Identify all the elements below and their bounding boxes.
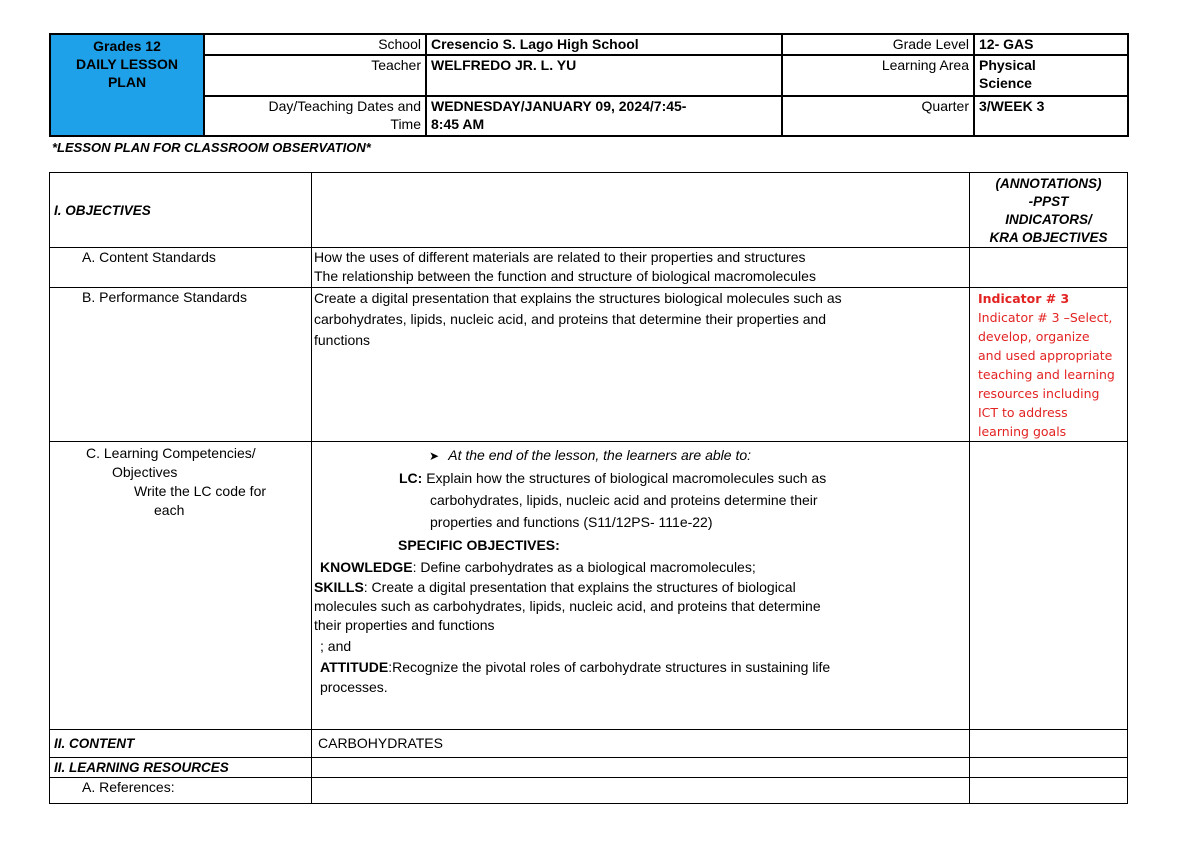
skills-text: their properties and functions (314, 617, 495, 633)
learning-area-label: Learning Area (782, 55, 974, 96)
dlp-title-block (50, 34, 204, 136)
competencies-label (50, 442, 312, 730)
indicator-line: Indicator # 3 –Select, (978, 310, 1113, 325)
annotations-header-line: (ANNOTATIONS) (995, 176, 1102, 191)
annotations-header-line: INDICATORS/ (1005, 212, 1092, 227)
content-title: II. CONTENT (54, 736, 135, 751)
knowledge-line (314, 557, 965, 578)
annotations-header-line: KRA OBJECTIVES (989, 230, 1108, 245)
learning-area-line: Physical (979, 57, 1036, 73)
competencies-label-line: Write the LC code for (134, 483, 267, 499)
performance-standards-label: B. Performance Standards (50, 288, 312, 442)
knowledge-label: KNOWLEDGE (320, 559, 413, 575)
intro-text: At the end of the lesson, the learners are able to: (448, 447, 752, 463)
quarter-value: 3/WEEK 3 (974, 96, 1128, 136)
performance-standard-line: Create a digital presentation that explains the structures biological molecules such as (314, 290, 842, 306)
observation-note: *LESSON PLAN FOR CLASSROOM OBSERVATION* (52, 140, 371, 155)
performance-standards-value (312, 288, 970, 442)
indicator-annotation (970, 288, 1128, 442)
performance-standard-line: functions (314, 332, 371, 348)
objectives-blank-cell (312, 173, 970, 248)
lesson-plan-table (49, 172, 1128, 804)
skills-text: molecules such as carbohydrates, lipids, nucleic acid, and proteins that determine (314, 598, 821, 614)
lc-text: carbohydrates, lipids, nucleic acid and proteins determine their (430, 492, 818, 508)
dates-value-line: WEDNESDAY/JANUARY 09, 2024/7:45- (431, 98, 687, 114)
dates-value-line: 8:45 AM (431, 116, 485, 132)
competencies-label-line: Objectives (112, 464, 178, 480)
school-label: School (204, 34, 426, 55)
skills-label: SKILLS (314, 579, 364, 595)
indicator-line: Indicator # 3 (978, 291, 1070, 306)
lc-text: properties and functions (S11/12PS- 111e-22) (430, 514, 713, 530)
content-standards-annotation (970, 248, 1128, 288)
annotations-header-line: -PPST (1028, 194, 1069, 209)
skills-line (314, 578, 965, 597)
competencies-label-line: each (154, 502, 185, 518)
content-standard-line: How the uses of different materials are related to their properties and structures (314, 249, 806, 265)
learning-area-line: Science (979, 75, 1032, 91)
content-annotation (970, 730, 1128, 758)
grades-title: Grades 12 (93, 38, 161, 54)
resources-annotation (970, 758, 1128, 778)
references-label: A. References: (50, 778, 312, 804)
indicator-line: and used appropriate (978, 348, 1113, 363)
lc-line (314, 467, 965, 489)
teacher-value: WELFREDO JR. L. YU (426, 55, 782, 96)
competencies-label-line: C. Learning Competencies/ (86, 445, 256, 461)
objectives-title: I. OBJECTIVES (54, 202, 151, 218)
grade-level-label: Grade Level (782, 34, 974, 55)
grade-level-value: 12- GAS (974, 34, 1128, 55)
annotations-header-cell (970, 173, 1128, 248)
and-line: ; and (320, 638, 352, 654)
learning-area-value (974, 55, 1128, 96)
resources-title: II. LEARNING RESOURCES (54, 760, 229, 775)
references-annotation (970, 778, 1128, 804)
resources-value (312, 758, 970, 778)
dates-label (204, 96, 426, 136)
resources-title-cell (50, 758, 312, 778)
arrow-bullet-icon: ➤ (429, 449, 440, 463)
references-value (312, 778, 970, 804)
dates-value (426, 96, 782, 136)
content-value: CARBOHYDRATES (312, 730, 970, 758)
lc-text: Explain how the structures of biological macromolecules such as (422, 470, 827, 486)
indicator-line: develop, organize (978, 329, 1090, 344)
skills-text: : Create a digital presentation that explains the structures of biological (363, 579, 796, 595)
attitude-text: :Recognize the pivotal roles of carbohydrate structures in sustaining life (388, 659, 831, 675)
performance-standard-line: carbohydrates, lipids, nucleic acid, and proteins that determine their properties and (314, 311, 827, 327)
content-standards-value (312, 248, 970, 288)
lc-label: LC: (399, 470, 423, 486)
knowledge-text: : Define carbohydrates as a biological macromolecules; (412, 559, 756, 575)
competencies-annotation (970, 442, 1128, 730)
lesson-plan-header (49, 33, 1129, 137)
intro-line (314, 444, 965, 467)
content-title-cell (50, 730, 312, 758)
indicator-line: learning goals (978, 424, 1067, 439)
specific-objectives-heading: SPECIFIC OBJECTIVES: (398, 537, 560, 553)
attitude-label: ATTITUDE (320, 659, 389, 675)
competencies-value (312, 442, 970, 730)
indicator-line: resources including (978, 386, 1100, 401)
school-value: Cresencio S. Lago High School (426, 34, 782, 55)
attitude-text: processes. (320, 679, 388, 695)
indicator-line: teaching and learning (978, 367, 1115, 382)
dlp-title-line: DAILY LESSON (76, 56, 178, 72)
quarter-label: Quarter (782, 96, 974, 136)
content-standard-line: The relationship between the function and structure of biological macromolecules (314, 268, 816, 284)
dates-label-line: Time (390, 116, 421, 132)
teacher-label: Teacher (204, 55, 426, 96)
dates-label-line: Day/Teaching Dates and (268, 98, 421, 114)
indicator-line: ICT to address (978, 405, 1068, 420)
content-standards-label: A. Content Standards (50, 248, 312, 288)
objectives-title-cell (50, 173, 312, 248)
attitude-line (314, 657, 965, 678)
dlp-title-line: PLAN (107, 74, 147, 90)
